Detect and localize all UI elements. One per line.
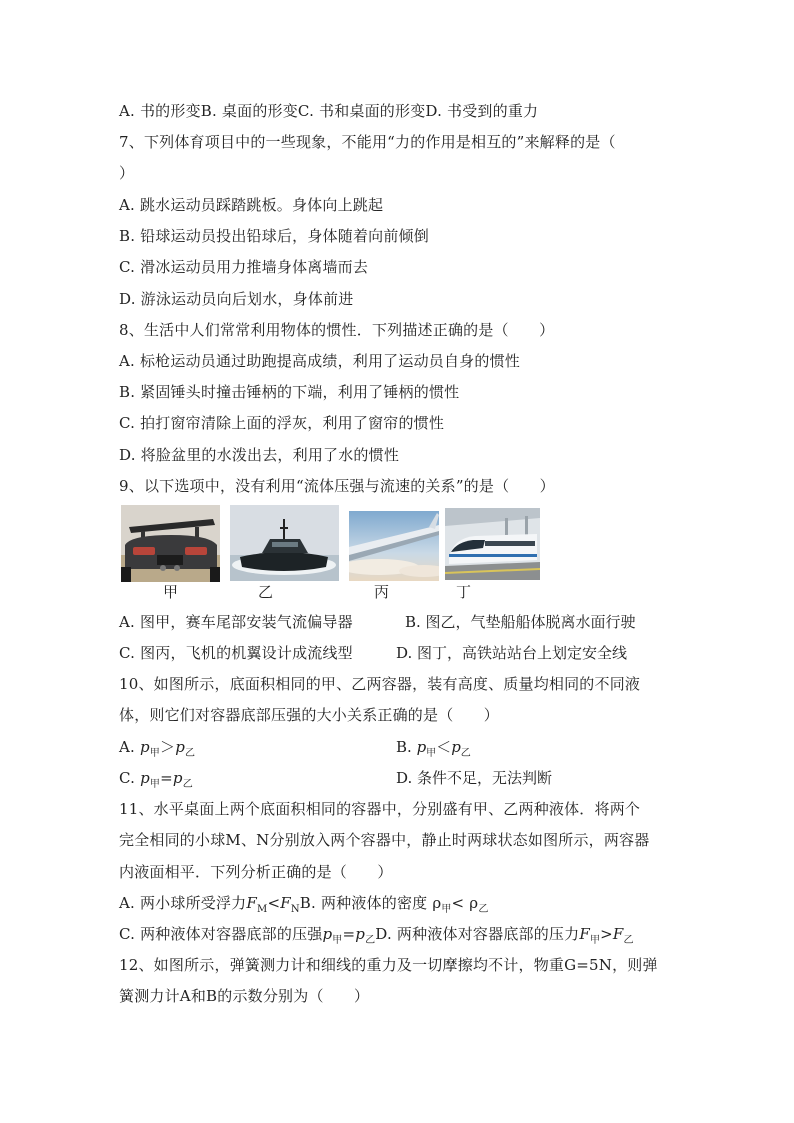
- q10-option-c: C. $p_甲=p_乙$: [119, 769, 193, 790]
- q12-stem-cont: 簧测力计A和B的示数分别为（ ）: [119, 987, 370, 1005]
- q11-stem-cont1: 完全相同的小球M、N分别放入两个容器中，静止时两球状态如图所示，两容器: [119, 831, 650, 849]
- q12-stem: 12、如图所示，弹簧测力计和细线的重力及一切摩擦均不计，物重G=5N，则弹: [119, 956, 658, 974]
- q9-stem: 9、以下选项中，没有利用“流体压强与流速的关系”的是（ ）: [119, 477, 555, 495]
- q8-option-d: D. 将脸盆里的水泼出去，利用了水的惯性: [119, 446, 400, 464]
- caption-bing: 丙: [374, 583, 390, 601]
- q10-option-b: B. $p_甲<p_乙$: [396, 738, 471, 759]
- q10-stem: 10、如图所示，底面积相同的甲、乙两容器，装有高度、质量均相同的不同液: [119, 675, 641, 693]
- high-speed-train-photo: [445, 508, 540, 580]
- q7-option-c: C. 滑冰运动员用力推墙身体离墙而去: [119, 258, 369, 276]
- q10-option-a: A. $p_甲>p_乙$: [119, 738, 196, 759]
- q10-stem-cont: 体，则它们对容器底部压强的大小关系正确的是（ ）: [119, 706, 500, 724]
- caption-jia: 甲: [163, 583, 179, 601]
- caption-ding: 丁: [456, 583, 472, 601]
- q7-option-a: A. 跳水运动员踩踏跳板。身体向上跳起: [119, 196, 384, 214]
- q7-option-b: B. 铅球运动员投出铅球后，身体随着向前倾倒: [119, 227, 429, 245]
- q9-option-c: C. 图丙，飞机的机翼设计成流线型: [119, 644, 353, 662]
- hovercraft-photo: [230, 505, 339, 581]
- airplane-wing-photo: [349, 511, 439, 581]
- q10-option-d: D. 条件不足，无法判断: [396, 769, 553, 787]
- q7-stem-cont: ）: [119, 164, 135, 182]
- q9-option-d: D. 图丁，高铁站站台上划定安全线: [396, 644, 628, 662]
- q7-option-d: D. 游泳运动员向后划水，身体前进: [119, 290, 354, 308]
- q6-options: A. 书的形变B. 桌面的形变C. 书和桌面的形变D. 书受到的重力: [119, 102, 539, 120]
- q11-options-cd: C. 两种液体对容器底部的压强$p_甲=p_乙D$. 两种液体对容器底部的压力$F_甲>F_乙$: [119, 925, 634, 946]
- q8-option-c: C. 拍打窗帘清除上面的浮灰，利用了窗帘的惯性: [119, 414, 445, 432]
- q11-stem: 11、水平桌面上两个底面积相同的容器中，分别盛有甲、乙两种液体．将两个: [119, 800, 641, 818]
- q8-stem: 8、生活中人们常常利用物体的惯性．下列描述正确的是（ ）: [119, 321, 555, 339]
- q9-option-a: A. 图甲，赛车尾部安装气流偏导器: [119, 613, 353, 631]
- q11-stem-cont2: 内液面相平．下列分析正确的是（ ）: [119, 863, 393, 881]
- q8-option-b: B. 紧固锤头时撞击锤柄的下端，利用了锤柄的惯性: [119, 383, 460, 401]
- q8-option-a: A. 标枪运动员通过助跑提高成绩，利用了运动员自身的惯性: [119, 352, 520, 370]
- q7-stem: 7、下列体育项目中的一些现象，不能用“力的作用是相互的”来解释的是（: [119, 133, 616, 151]
- caption-yi: 乙: [258, 583, 274, 601]
- q9-option-b: B. 图乙，气垫船船体脱离水面行驶: [405, 613, 636, 631]
- race-car-spoiler-photo: [121, 505, 220, 582]
- q11-options-ab: A. 两小球所受浮力$F_M<F_NB$. 两种液体的密度 $\rho_甲< \rho_乙$: [119, 894, 489, 915]
